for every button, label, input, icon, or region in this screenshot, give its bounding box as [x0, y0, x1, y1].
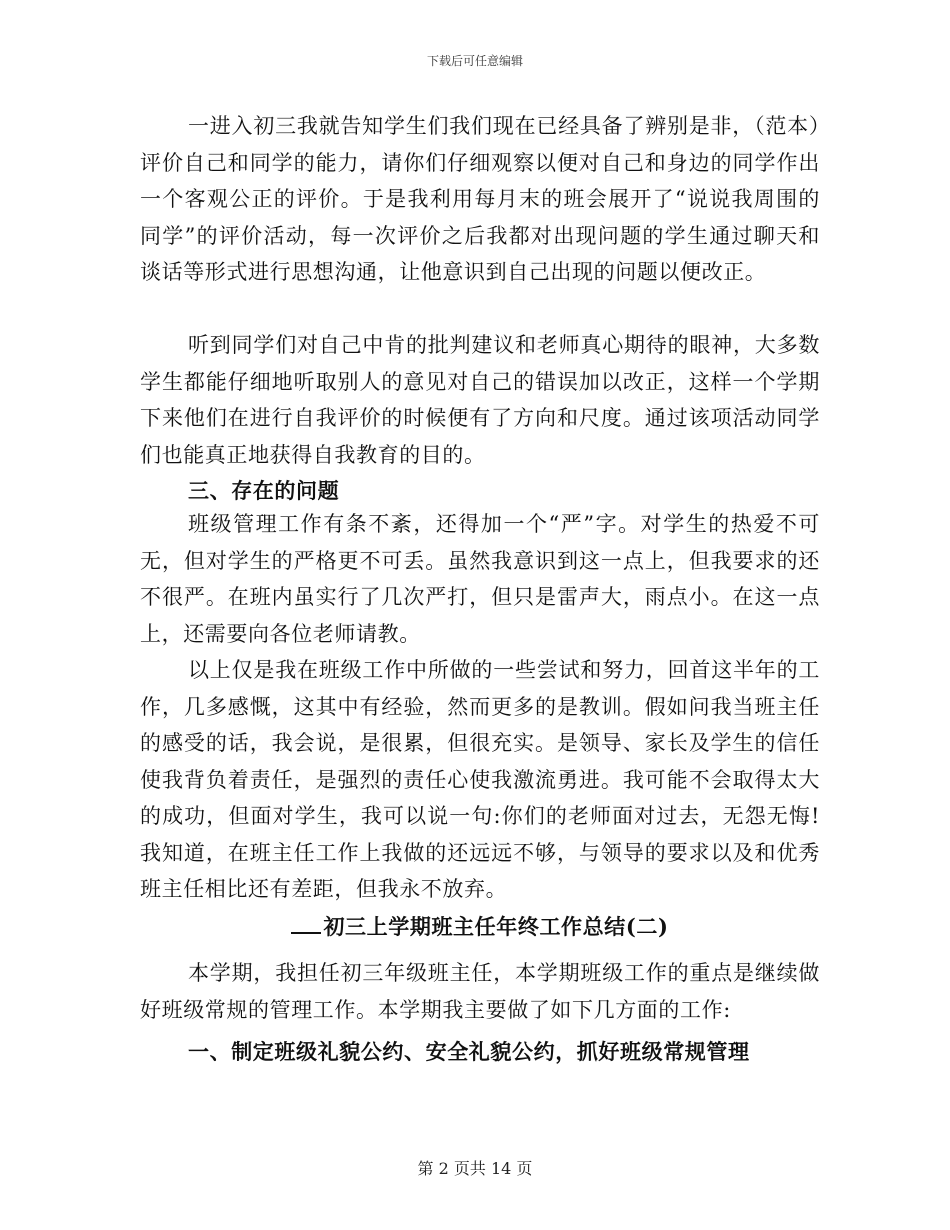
section-heading-rules: [140, 1034, 820, 1071]
title-underline: [291, 914, 321, 934]
document-title-2: [140, 909, 820, 946]
heading-text: 一、制定班级礼貌公约、安全礼貌公约，抓好班级常规管理: [188, 1039, 750, 1064]
page-header: 下载后可任意编辑: [426, 54, 523, 68]
paragraph-text: 听到同学们对自己中肯的批判建议和老师真心期待的眼神，大多数学生都能仔细地听取别人的意见对自己的错误加以改正，这样一个学期下来他们在进行自我评价的时候便有了方向和尺度。通过该项活动同学们也能真正地获得自我教育的目的。: [140, 333, 820, 467]
paragraph-text: 以上仅是我在班级工作中所做的一些尝试和努力，回首这半年的工作，几多感慨，这其中有经验，然而更多的是教训。假如问我当班主任的感受的话，我会说，是很累，但很充实。是领导、家长及学生的信任使我背负着责任，是强烈的责任心使我激流勇进。我可能不会取得太大的成功，但面对学生，我可以说一句:你们的老师面对过去，无怨无悔!我知道，在班主任工作上我做的还远远不够，与领导的要求以及和优秀班主任相比还有差距，但我永不放弃。: [140, 658, 820, 901]
paragraph-1: [140, 108, 820, 291]
page-footer: 第 2 页共 14 页: [417, 1159, 533, 1178]
section-heading-problems: [140, 473, 820, 510]
heading-text: 三、存在的问题: [188, 478, 340, 503]
paragraph-2: [140, 327, 820, 473]
paragraph-4: [140, 652, 820, 908]
paragraph-3: [140, 506, 820, 652]
paragraph-5: [140, 955, 820, 1028]
paragraph-text: 班级管理工作有条不紊，还得加一个“严”字。对学生的热爱不可无，但对学生的严格更不可丢。虽然我意识到这一点上，但我要求的还不很严。在班内虽实行了几次严打，但只是雷声大，雨点小。在这一点上，还需要向各位老师请教。: [140, 512, 820, 646]
paragraph-text: 本学期，我担任初三年级班主任，本学期班级工作的重点是继续做好班级常规的管理工作。本学期我主要做了如下几方面的工作:: [140, 961, 820, 1022]
title-text: 初三上学期班主任年终工作总结(二): [323, 914, 669, 939]
paragraph-text: 一进入初三我就告知学生们我们现在已经具备了辨别是非，（范本）评价自己和同学的能力，请你们仔细观察以便对自己和身边的同学作出一个客观公正的评价。于是我利用每月末的班会展开了“说说我周围的同学”的评价活动，每一次评价之后我都对出现问题的学生通过聊天和谈话等形式进行思想沟通，让他意识到自己出现的问题以便改正。: [140, 114, 820, 284]
